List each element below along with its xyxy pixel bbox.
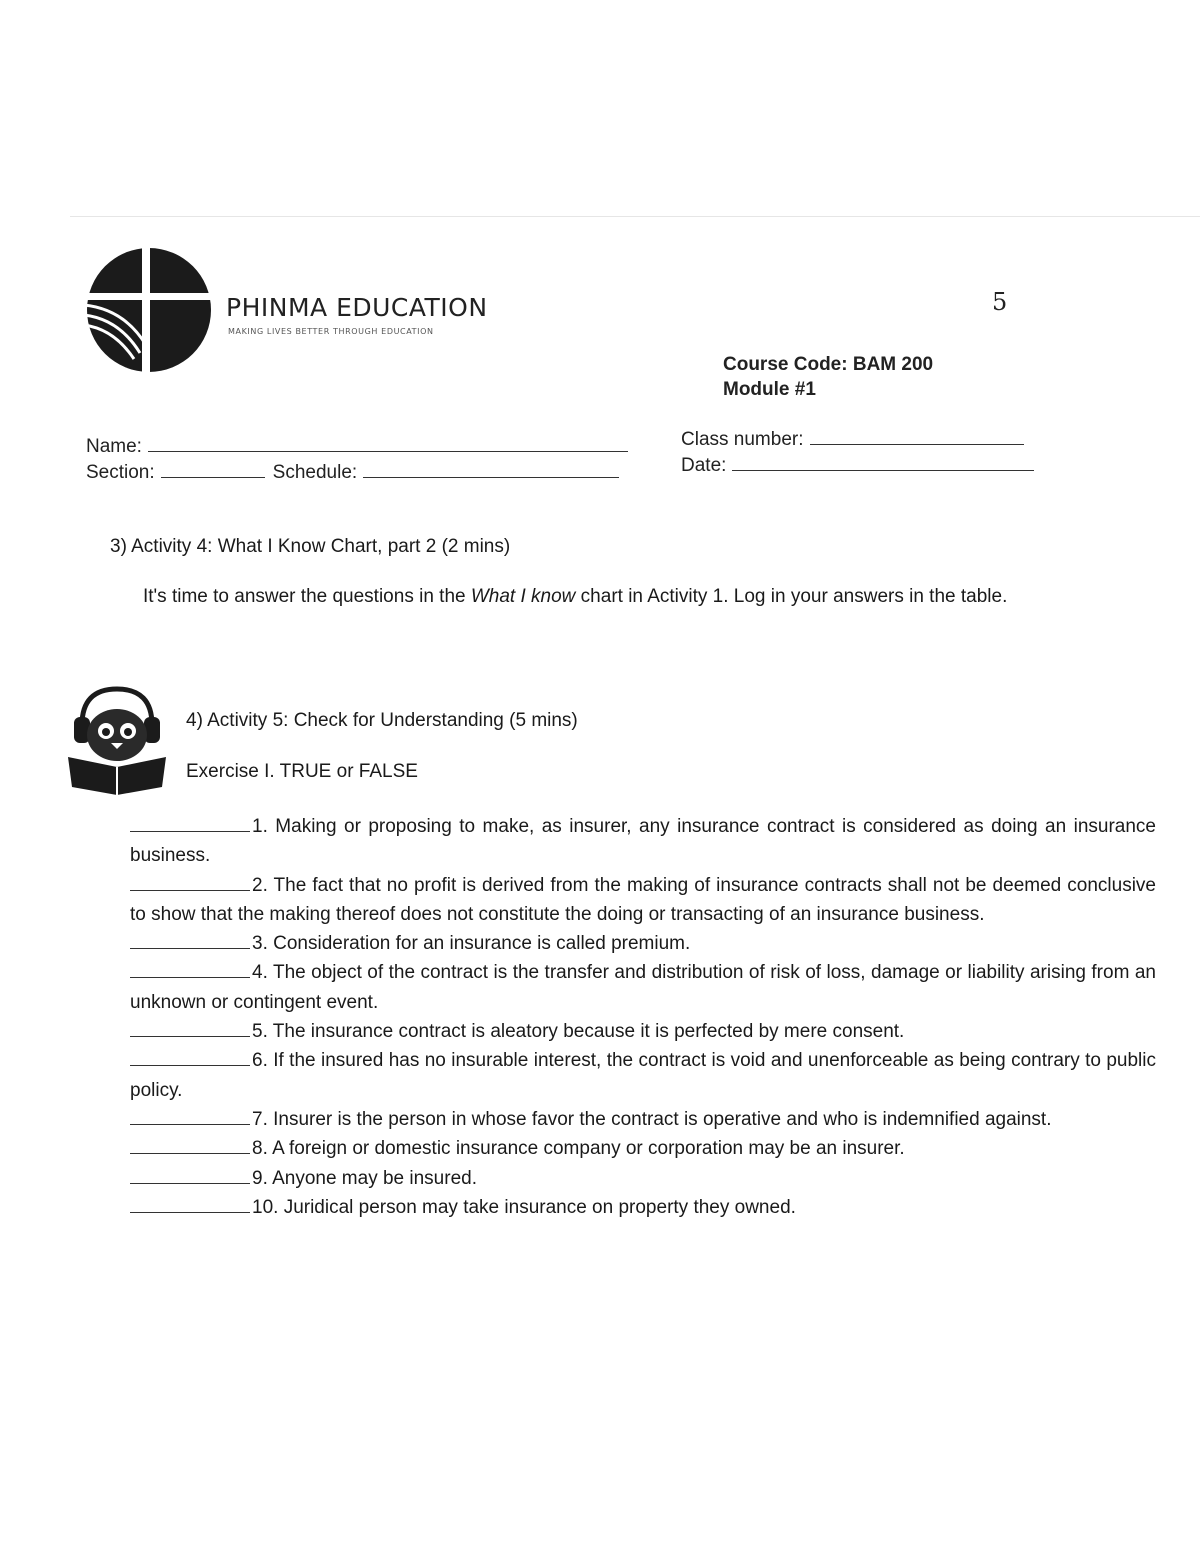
item-text: 8. A foreign or domestic insurance company or corporation may be an insurer. (252, 1138, 905, 1160)
answer-blank[interactable] (130, 817, 250, 832)
brand-name: PHINMA EDUCATION (226, 293, 488, 322)
list-item (130, 871, 1156, 930)
list-item (130, 929, 1156, 958)
answer-blank[interactable] (130, 876, 250, 891)
schedule-input-line[interactable] (363, 476, 619, 478)
list-item (130, 1017, 1156, 1046)
course-info (723, 352, 933, 402)
list-item (130, 812, 1156, 871)
name-field (86, 436, 628, 458)
list-item (130, 1193, 1156, 1222)
item-text: 2. The fact that no profit is derived from the making of insurance contracts shall not be deemed conclusive to show that the making thereof does not constitute the doing or transacting of an insurance business. (130, 874, 1156, 925)
item-text: 1. Making or proposing to make, as insurer, any insurance contract is considered as doing an insurance business. (130, 816, 1156, 867)
answer-blank[interactable] (130, 1022, 250, 1037)
page-mark: 5 (992, 288, 1008, 316)
top-divider (70, 216, 1200, 217)
intro-text-italic: What I know (470, 586, 576, 607)
date-field (681, 455, 1034, 477)
date-input-line[interactable] (732, 469, 1034, 471)
date-label: Date: (681, 455, 727, 476)
module-number: Module #1 (723, 379, 816, 400)
list-item (130, 1134, 1156, 1163)
answer-blank[interactable] (130, 963, 250, 978)
answer-blank[interactable] (130, 1110, 250, 1125)
item-text: 3. Consideration for an insurance is called premium. (252, 933, 691, 955)
intro-text-end: chart in Activity 1. Log in your answers in the table. (575, 586, 1008, 607)
item-text: 4. The object of the contract is the transfer and distribution of risk of loss, damage or liability arising from an unknown or contingent event. (130, 962, 1156, 1013)
item-text: 6. If the insured has no insurable interest, the contract is void and unenforceable as being contrary to public policy. (130, 1050, 1156, 1101)
phinma-logo-icon (84, 245, 214, 375)
class-number-label: Class number: (681, 429, 804, 450)
exercise-title: Exercise I. TRUE or FALSE (186, 761, 418, 782)
section-label: Section: (86, 462, 155, 483)
intro-text-start: It's time to answer the questions in the (143, 586, 471, 607)
reading-mascot-icon (64, 683, 170, 801)
answer-blank[interactable] (130, 1169, 250, 1184)
item-text: 10. Juridical person may take insurance on property they owned. (252, 1196, 796, 1218)
course-code: Course Code: BAM 200 (723, 354, 934, 375)
activity-4-heading: 3) Activity 4: What I Know Chart, part 2 (2 mins) (110, 536, 511, 557)
answer-blank[interactable] (130, 934, 250, 949)
section-input-line[interactable] (161, 476, 265, 478)
item-text: 7. Insurer is the person in whose favor the contract is operative and who is indemnified against. (252, 1108, 1052, 1130)
section-field (86, 462, 619, 484)
item-text: 9. Anyone may be insured. (252, 1167, 477, 1189)
answer-blank[interactable] (130, 1051, 250, 1066)
list-item (130, 1105, 1156, 1134)
answer-blank[interactable] (130, 1139, 250, 1154)
activity-4-instructions (143, 586, 1007, 608)
true-false-list (130, 812, 1156, 1222)
name-input-line[interactable] (148, 450, 628, 452)
class-number-input-line[interactable] (810, 443, 1024, 445)
item-text: 5. The insurance contract is aleatory because it is perfected by mere consent. (252, 1021, 905, 1043)
name-label: Name: (86, 436, 142, 457)
schedule-label: Schedule: (272, 462, 358, 483)
brand-tagline: MAKING LIVES BETTER THROUGH EDUCATION (228, 327, 434, 336)
answer-blank[interactable] (130, 1198, 250, 1213)
list-item (130, 1164, 1156, 1193)
list-item (130, 958, 1156, 1017)
list-item (130, 1046, 1156, 1105)
class-number-field (681, 429, 1024, 451)
activity-5-heading: 4) Activity 5: Check for Understanding (5 mins) (186, 710, 578, 731)
